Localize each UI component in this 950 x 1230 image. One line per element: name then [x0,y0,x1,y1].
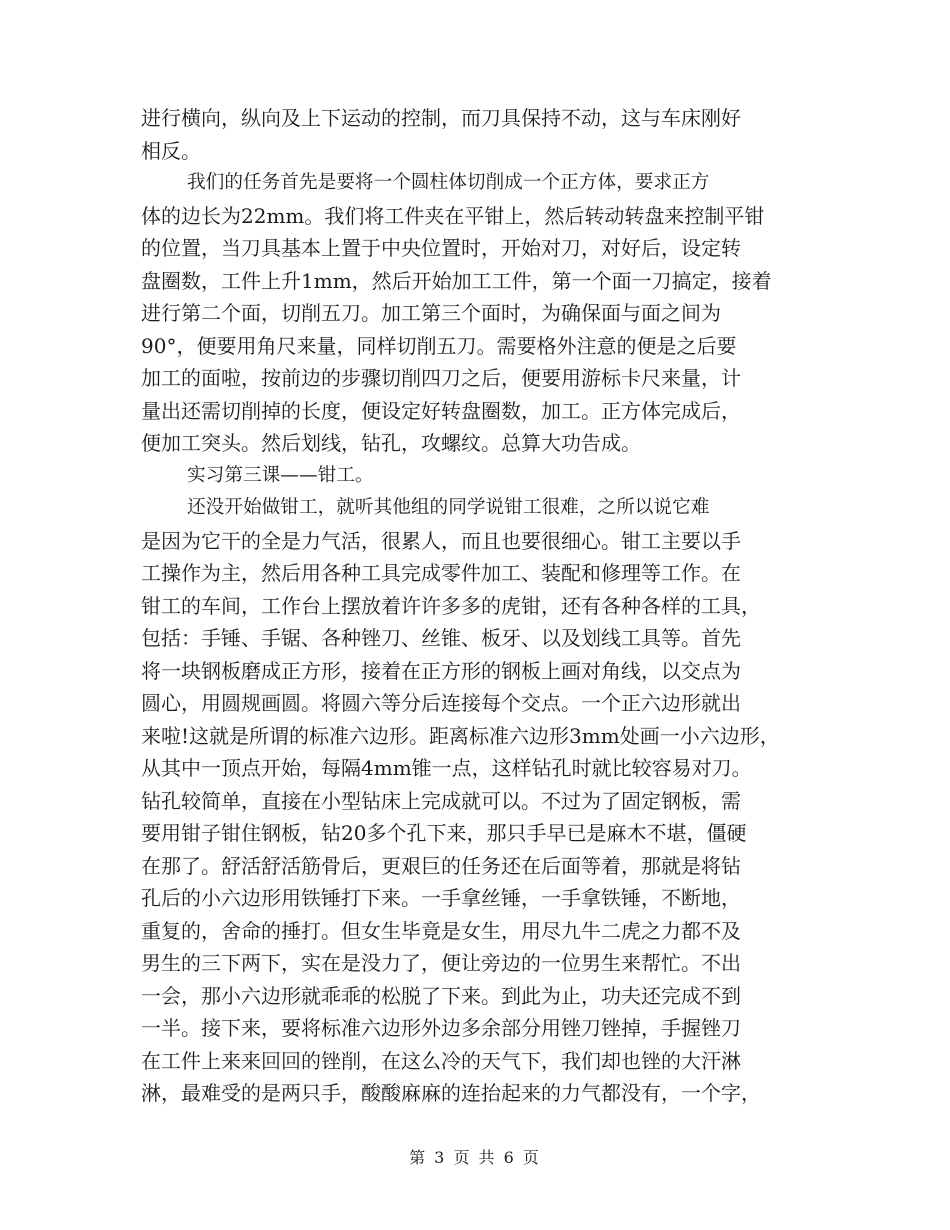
text-line: 重复的，舍命的捶打。但女生毕竟是女生，用尽九牛二虎之力都不及 [141,918,741,943]
text-line: 90°，便要用角尺来量，同样切削五刀。需要格外注意的便是之后要 [141,333,737,358]
text-line: 要用钳子钳住钢板，钻20多个孔下来，那只手早已是麻木不堪，僵硬 [141,821,747,845]
text-line: 我们的任务首先是要将一个圆柱体切削成一个正方体，要求正方 [187,172,710,193]
text-line: 量出还需切削掉的长度，便设定好转盘圈数，加工。正方体完成后， [141,398,741,423]
text-line: 加工的面啦，按前边的步骤切削四刀之后，便要用游标卡尺来量，计 [141,366,741,390]
text-line: 进行横向，纵向及上下运动的控制，而刀具保持不动，这与车床刚好 [141,106,741,130]
text-line: 一半。接下来，要将标准六边形外边多余部分用锉刀锉掉，手握锉刀 [141,1016,741,1040]
text-line: 实习第三课——钳工。 [187,464,374,486]
text-line: 淋，最难受的是两只手，酸酸麻麻的连抬起来的力气都没有，一个字， [141,1081,761,1105]
text-line: 包括：手锤、手锯、各种锉刀、丝锥、板牙、以及划线工具等。首先 [141,626,741,650]
text-line: 孔后的小六边形用铁锤打下来。一手拿丝锤，一手拿铁锤，不断地， [141,886,741,910]
text-line: 在那了。舒活舒活筋骨后，更艰巨的任务还在后面等着，那就是将钻 [141,853,741,878]
text-line: 盘圈数，工件上升1mm，然后开始加工工件，第一个面一刀搞定，接着 [141,268,772,293]
text-line: 一会，那小六边形就乖乖的松脱了下来。到此为止，功夫还完成不到 [141,983,741,1008]
text-line: 进行第二个面，切削五刀。加工第三个面时，为确保面与面之间为 [141,301,721,325]
text-line: 相反。 [141,138,201,163]
text-line: 工操作为主，然后用各种工具完成零件加工、装配和修理等工作。在 [141,561,741,585]
text-line: 在工件上来来回回的锉削，在这么冷的天气下，我们却也锉的大汗淋 [141,1048,741,1073]
text-line: 来啦!这就是所谓的标准六边形。距离标准六边形3mm处画一小六边形， [141,723,780,748]
text-line: 将一块钢板磨成正方形，接着在正方形的钢板上画对角线，以交点为 [141,658,741,683]
text-line: 体的边长为22mm。我们将工件夹在平钳上，然后转动转盘来控制平钳 [141,203,765,228]
text-line: 钳工的车间，工作台上摆放着许许多多的虎钳，还有各种各样的工具， [141,593,761,618]
text-line: 还没开始做钳工，就听其他组的同学说钳工很难，之所以说它难 [187,497,710,518]
text-line: 从其中一顶点开始，每隔4mm锥一点，这样钻孔时就比较容易对刀。 [141,756,752,780]
text-line: 便加工突头。然后划线，钻孔，攻螺纹。总算大功告成。 [141,431,641,455]
text-line: 男生的三下两下，实在是没力了，便让旁边的一位男生来帮忙。不出 [141,951,741,975]
page-footer: 第 3 页 共 6 页 [409,1148,541,1167]
text-line: 是因为它干的全是力气活，很累人，而且也要很细心。钳工主要以手 [141,528,741,553]
body-text [141,102,831,1110]
text-line: 钻孔较简单，直接在小型钻床上完成就可以。不过为了固定钢板，需 [141,788,741,813]
text-line: 圆心，用圆规画圆。将圆六等分后连接每个交点。一个正六边形就出 [141,691,741,715]
text-line: 的位置，当刀具基本上置于中央位置时，开始对刀，对好后，设定转 [141,236,741,260]
